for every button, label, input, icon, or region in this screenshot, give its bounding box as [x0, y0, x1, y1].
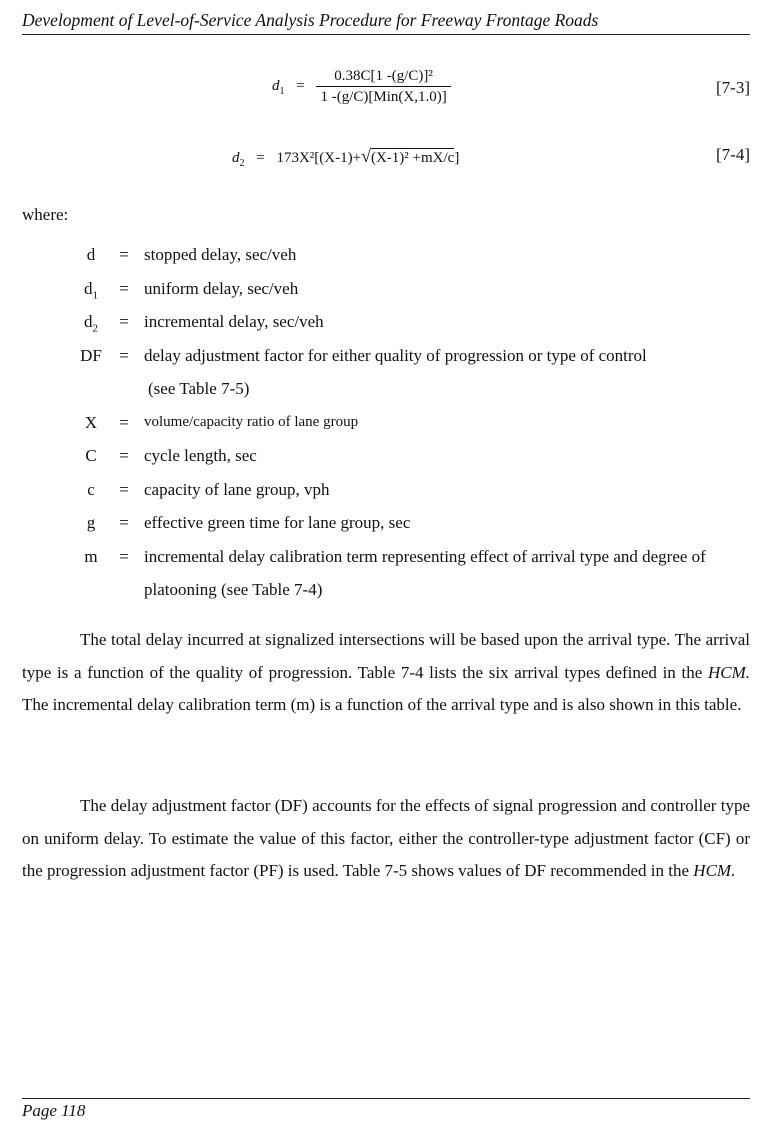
def-text: incremental delay calibration term representing effect of arrival type and degree of: [144, 546, 706, 566]
eq-equals: =: [296, 77, 305, 94]
def-text: stopped delay, sec/veh: [144, 245, 297, 264]
eq-expr-sqrt: (X-1)² +mX/c: [370, 150, 455, 166]
definition-row: [22, 238, 752, 272]
eq-lhs: d: [272, 77, 280, 94]
def-text-continued: platooning (see Table 7-4): [144, 580, 323, 599]
equation-number-7-3: [7-3]: [716, 78, 750, 97]
def-symbol: g: [86, 513, 96, 532]
def-equals: =: [119, 245, 129, 264]
def-symbol: d: [86, 245, 96, 264]
def-text: cycle length, sec: [144, 446, 257, 465]
eq-numerator: 0.38C[1 -(g/C)]²: [316, 66, 450, 87]
where-label: where:: [22, 205, 69, 224]
equation-7-4: $d_2 = 173X^2[(X-1)+√(X-1)^2 +mX/c]$: [232, 146, 460, 169]
definition-row: [22, 439, 752, 473]
definition-row: [22, 406, 752, 440]
def-equals: =: [119, 513, 129, 532]
eq-equals: =: [256, 150, 265, 166]
paragraph-delay-adjustment: The delay adjustment factor (DF) accounts for the effects of signal progression and controller type on uniform delay. To estimate the value of this factor, either the controller-type adjustment factor (CF) or the progression adjustment factor (PF) is used. Table 7-5 shows values of DF recommended in the HCM.: [22, 796, 750, 880]
def-equals: =: [119, 546, 129, 566]
definition-row: [22, 305, 752, 339]
definitions-list: [22, 238, 752, 607]
def-text: incremental delay, sec/veh: [144, 312, 324, 331]
def-text: delay adjustment factor for either quality of progression or type of control: [144, 345, 647, 365]
def-symbol: c: [87, 479, 95, 499]
page-number: Page 118: [22, 1098, 750, 1121]
running-title: Development of Level-of-Service Analysis Procedure for Freeway Frontage Roads: [22, 8, 750, 35]
def-symbol: $d_1$: [84, 278, 98, 301]
def-equals: =: [119, 412, 129, 432]
def-equals: =: [119, 345, 129, 365]
definition-row: [22, 473, 752, 507]
definition-row: [22, 272, 752, 306]
def-text: volume/capacity ratio of lane group: [144, 413, 359, 430]
def-symbol: m: [84, 546, 98, 566]
definition-row: [22, 540, 752, 607]
def-symbol: X: [84, 412, 98, 432]
eq-expr-pre: 173X²[(X-1)+: [276, 150, 362, 166]
def-equals: =: [119, 278, 129, 298]
eq-fraction: [316, 66, 450, 107]
def-equals: =: [119, 312, 129, 331]
eq-lhs-sub: 1: [279, 85, 285, 97]
def-equals: =: [119, 479, 129, 499]
equation-number-7-4: [7-4]: [716, 145, 750, 164]
def-symbol: C: [85, 446, 97, 465]
def-text-continued: (see Table 7-5): [148, 379, 250, 398]
eq-expr-post: ]: [454, 150, 460, 166]
paragraph-arrival-type: The total delay incurred at signalized intersections will be based upon the arrival type. The arrival type is a function of the quality of progression. Table 7-4 lists the six arrival types defined in the HCM. The incremental delay calibration term (m) is a function of the arrival type and is also shown in this table.: [22, 630, 750, 714]
def-text: effective green time for lane group, sec: [144, 513, 411, 532]
def-equals: =: [119, 446, 129, 465]
eq-denominator: 1 -(g/C)[Min(X,1.0)]: [320, 89, 447, 105]
def-text: capacity of lane group, vph: [144, 479, 330, 499]
def-symbol: $d_2$: [84, 312, 98, 335]
def-symbol: DF: [80, 345, 102, 365]
eq-lhs: d: [232, 150, 240, 166]
equation-7-3: [272, 66, 451, 107]
def-text: uniform delay, sec/veh: [144, 278, 299, 298]
definition-row: [22, 339, 752, 406]
eq-lhs-sub: 2: [239, 158, 245, 169]
definition-row: [22, 506, 752, 540]
